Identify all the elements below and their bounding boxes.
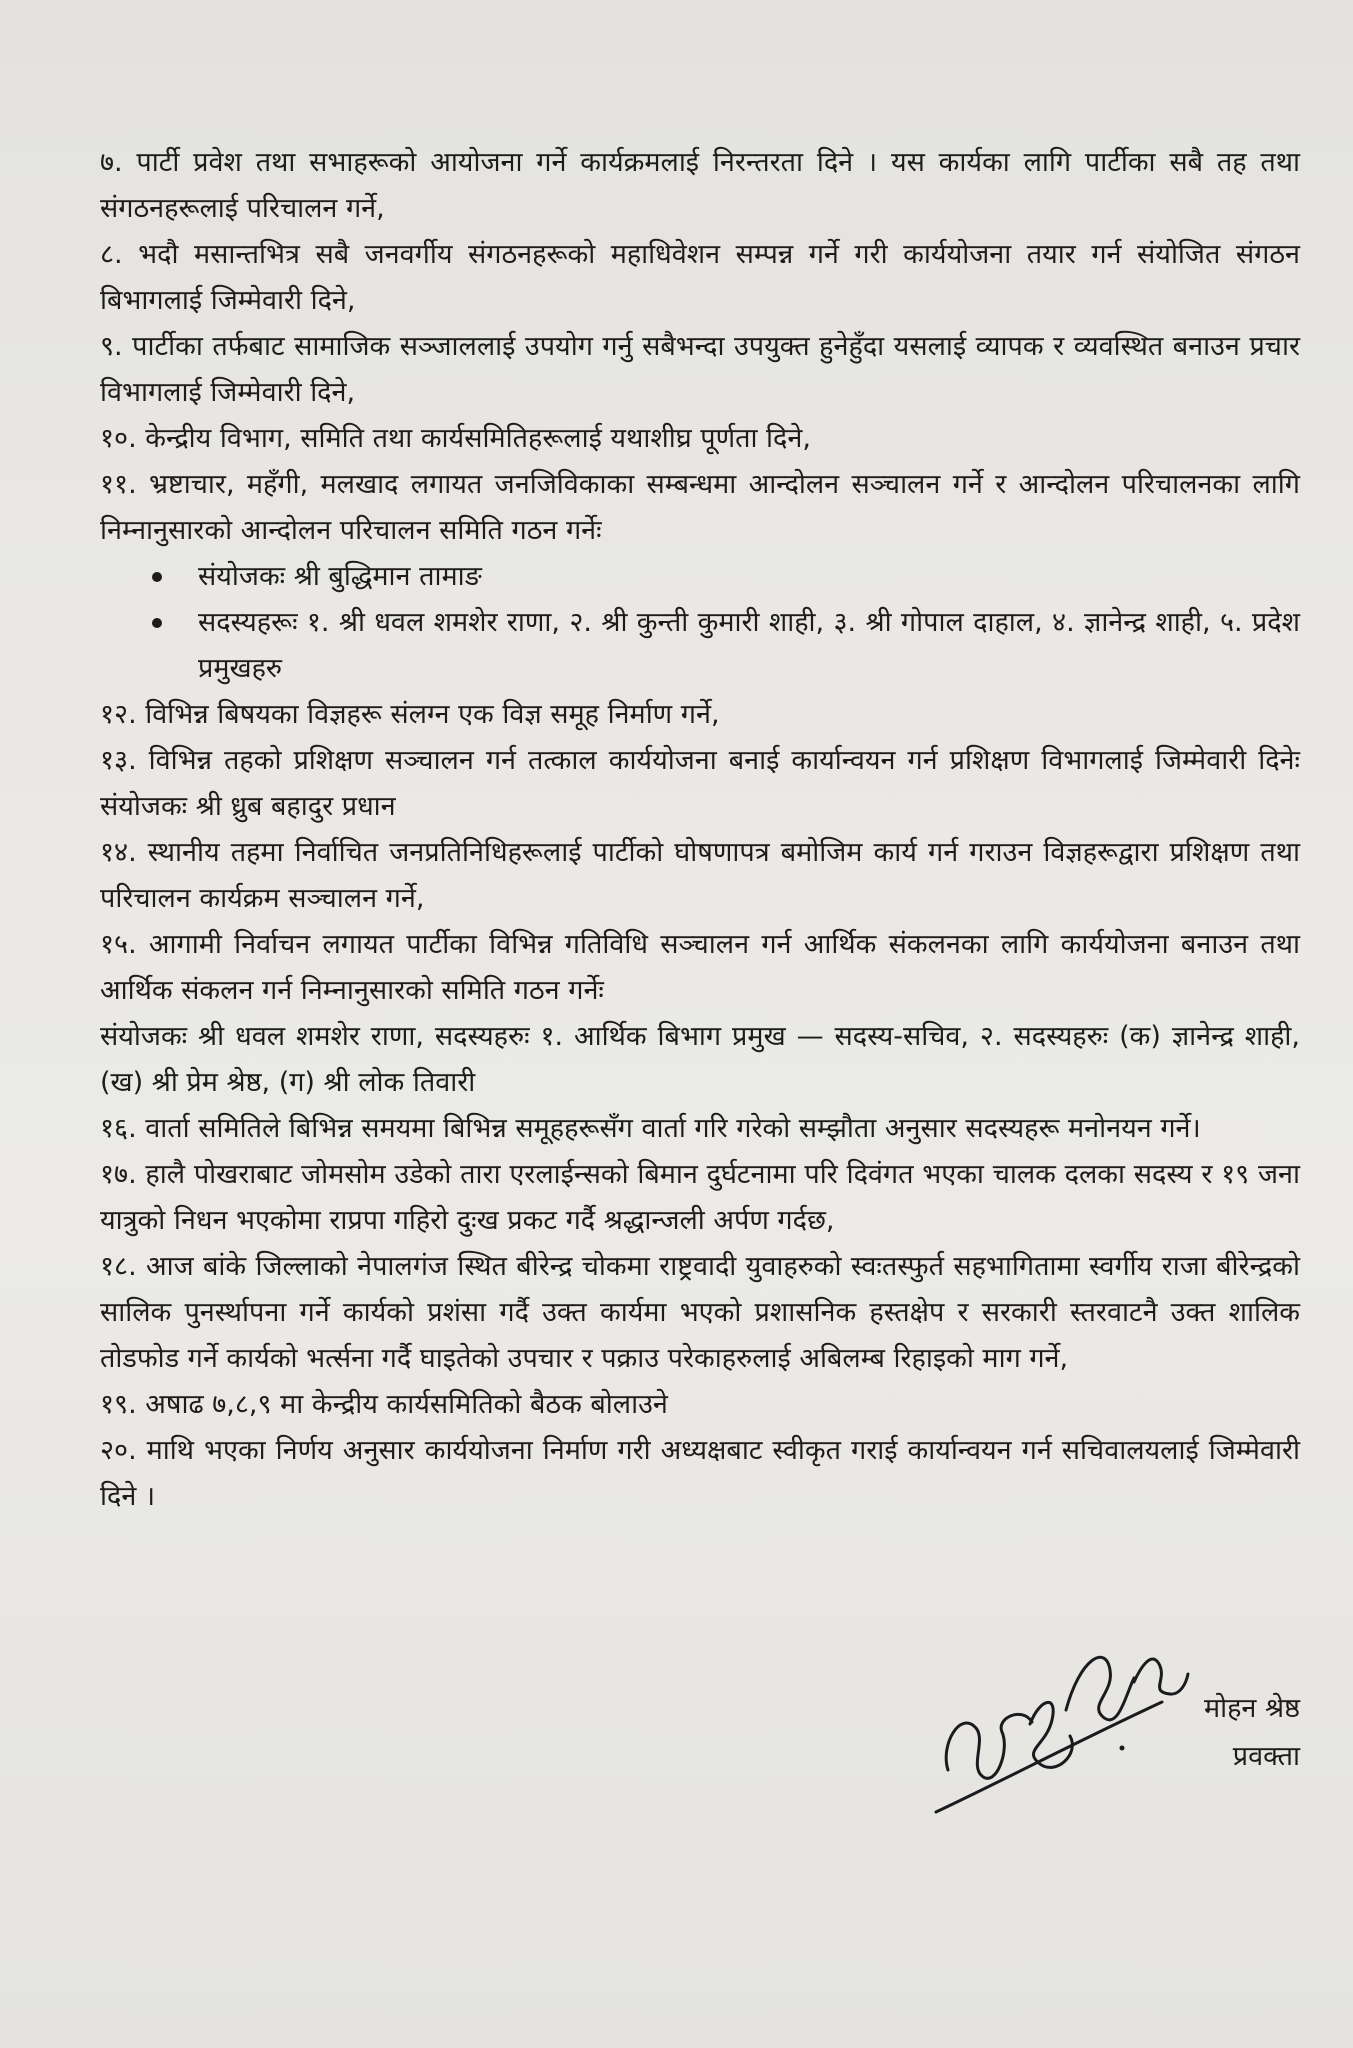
document-body	[100, 140, 1300, 1520]
decision-item-20: २०. माथि भएका निर्णय अनुसार कार्ययोजना निर्माण गरी अध्यक्षबाट स्वीकृत गराई कार्यान्वयन गर्न सचिवालयलाई जिम्मेवारी दिने ।	[100, 1435, 1300, 1512]
decision-item-16: १६. वार्ता समितिले बिभिन्न समयमा बिभिन्न समूहहरूसँग वार्ता गरि गरेको सम्झौता अनुसार सदस्यहरू मनोनयन गर्ने।	[100, 1113, 1201, 1144]
signatory-name: मोहन श्रेष्ठ	[1203, 1693, 1300, 1724]
decision-item-19: १९. अषाढ ७,८,९ मा केन्द्रीय कार्यसमितिको बैठक बोलाउने	[100, 1389, 668, 1420]
decision-item-18: १८. आज बांके जिल्लाको नेपालगंज स्थित बीरेन्द्र चोकमा राष्ट्रवादी युवाहरुको स्वःतस्फुर्त सहभागितामा स्वर्गीय राजा बीरेन्द्रको सालिक पुनर्स्थापना गर्ने कार्यको प्रशंसा गर्दै उक्त कार्यमा भएको प्रशासनिक हस्तक्षेप र सरकारी स्तरवाटनै उक्त शालिक तोडफोड गर्ने कार्यको भर्त्सना गर्दै घाइतेको उपचार र पक्राउ परेकाहरुलाई अबिलम्ब रिहाइको माग गर्ने,	[100, 1251, 1300, 1374]
decision-item-14: १४. स्थानीय तहमा निर्वाचित जनप्रतिनिधिहरूलाई पार्टीको घोषणापत्र बमोजिम कार्य गर्न गराउन विज्ञहरूद्वारा प्रशिक्षण तथा परिचालन कार्यक्रम सञ्चालन गर्ने,	[100, 837, 1300, 914]
decision-item-8: ८. भदौ मसान्तभित्र सबै जनवर्गीय संगठनहरूको महाधिवेशन सम्पन्न गर्ने गरी कार्ययोजना तयार गर्न संयोजित संगठन बिभागलाई जिम्मेवारी दिने,	[100, 239, 1300, 316]
list-item-members	[100, 600, 1300, 692]
decision-item-10: १०. केन्द्रीय विभाग, समिति तथा कार्यसमितिहरूलाई यथाशीघ्र पूर्णता दिने,	[100, 423, 811, 454]
list-item-coordinator	[100, 554, 1300, 600]
movement-committee-list	[100, 554, 1300, 692]
list-item-text: संयोजकः श्री बुद्धिमान तामाङ	[198, 561, 482, 592]
decision-item-12: १२. विभिन्न बिषयका विज्ञहरू संलग्न एक विज्ञ समूह निर्माण गर्ने,	[100, 699, 720, 730]
decision-item-13: १३. विभिन्न तहको प्रशिक्षण सञ्चालन गर्न तत्काल कार्ययोजना बनाई कार्यान्वयन गर्न प्रशिक्षण विभागलाई जिम्मेवारी दिनेः संयोजकः श्री ध्रुब बहादुर प्रधान	[100, 745, 1300, 822]
decision-item-17: १७. हालै पोखराबाट जोमसोम उडेको तारा एरलाईन्सको बिमान दुर्घटनामा परि दिवंगत भएका चालक दलका सदस्य र १९ जना यात्रुको निधन भएकोमा राप्रपा गहिरो दुःख प्रकट गर्दै श्रद्धान्जली अर्पण गर्दछ,	[100, 1159, 1300, 1236]
decision-item-9: ९. पार्टीका तर्फबाट सामाजिक सञ्जाललाई उपयोग गर्नु सबैभन्दा उपयुक्त हुनेहुँदा यसलाई व्यापक र व्यवस्थित बनाउन प्रचार विभागलाई जिम्मेवारी दिने,	[100, 331, 1300, 408]
bullet-icon	[152, 572, 162, 582]
signatory-block	[1150, 1685, 1300, 1781]
decision-item-15: १५. आगामी निर्वाचन लगायत पार्टीका विभिन्न गतिविधि सञ्चालन गर्न आर्थिक संकलनका लागि कार्ययोजना बनाउन तथा आर्थिक संकलन गर्न निम्नानुसारको समिति गठन गर्नेः	[100, 929, 1300, 1006]
list-item-text: सदस्यहरूः १. श्री धवल शमशेर राणा, २. श्री कुन्ती कुमारी शाही, ३. श्री गोपाल दाहाल, ४. ज्ञानेन्द्र शाही, ५. प्रदेश प्रमुखहरु	[198, 607, 1300, 684]
signatory-title: प्रवक्ता	[1232, 1741, 1300, 1772]
decision-item-11: ११. भ्रष्टाचार, महँगी, मलखाद लगायत जनजिविकाका सम्बन्धमा आन्दोलन सञ्चालन गर्ने र आन्दोलन परिचालनका लागि निम्नानुसारको आन्दोलन परिचालन समिति गठन गर्नेः	[100, 469, 1300, 546]
finance-committee-members: संयोजकः श्री धवल शमशेर राणा, सदस्यहरुः १. आर्थिक बिभाग प्रमुख — सदस्य-सचिव, २. सदस्यहरुः (क) ज्ञानेन्द्र शाही, (ख) श्री प्रेम श्रेष्ठ, (ग) श्री लोक तिवारी	[100, 1021, 1300, 1098]
decision-item-7: ७. पार्टी प्रवेश तथा सभाहरूको आयोजना गर्ने कार्यक्रमलाई निरन्तरता दिने । यस कार्यका लागि पार्टीका सबै तह तथा संगठनहरूलाई परिचालन गर्ने,	[100, 147, 1300, 224]
bullet-icon	[152, 618, 162, 628]
